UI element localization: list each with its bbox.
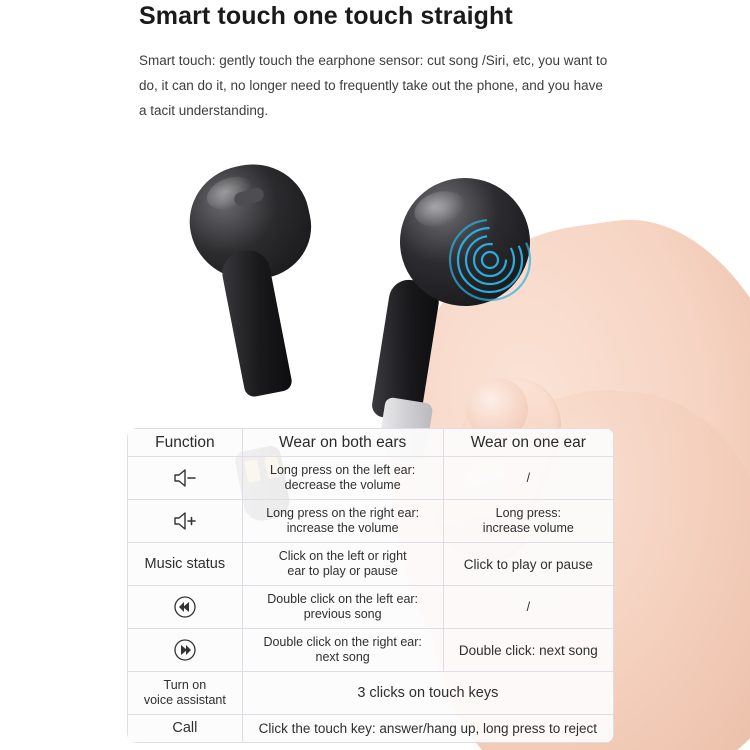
label-music-status: Music status: [128, 543, 243, 586]
cell-one-4: /: [443, 586, 613, 629]
label-voice-assistant: Turn on voice assistant: [128, 672, 243, 715]
next-track-icon: [128, 629, 243, 672]
cell-both-1: Long press on the left ear: decrease the volume: [242, 457, 443, 500]
cell-both-5: Double click on the right ear: next song: [242, 629, 443, 672]
table-row: [128, 672, 614, 715]
table-row: [128, 500, 614, 543]
volume-up-icon: [128, 500, 243, 543]
table-row: [128, 457, 614, 500]
cell-one-5: Double click: next song: [443, 629, 613, 672]
table-row: [128, 629, 614, 672]
cell-one-2: Long press: increase volume: [443, 500, 613, 543]
cell-both-4: Double click on the left ear: previous song: [242, 586, 443, 629]
cell-both-3: Click on the left or right ear to play or pause: [242, 543, 443, 586]
cell-one-3: Click to play or pause: [443, 543, 613, 586]
cell-both-2: Long press on the right ear: increase the volume: [242, 500, 443, 543]
header-one-ear: Wear on one ear: [443, 429, 613, 457]
header-function: Function: [128, 429, 243, 457]
page-description: Smart touch: gently touch the earphone sensor: cut song /Siri, etc, you want to do, it can do it, no longer need to frequently take out the phone, and you have a tacit understanding.: [139, 53, 608, 118]
label-call: Call: [128, 715, 243, 743]
cell-one-1: /: [443, 457, 613, 500]
fingerprint-touch-ring-icon: [440, 210, 540, 310]
table-row: [128, 715, 614, 743]
table-row: [128, 543, 614, 586]
table-row: [128, 586, 614, 629]
function-table: [127, 428, 614, 743]
page-title: Smart touch one touch straight: [139, 2, 513, 30]
volume-down-icon: [128, 457, 243, 500]
table-header-row: [128, 429, 614, 457]
previous-track-icon: [128, 586, 243, 629]
cell-span-call: Click the touch key: answer/hang up, long press to reject: [242, 715, 613, 743]
cell-span-voice: 3 clicks on touch keys: [242, 672, 613, 715]
header-both-ears: Wear on both ears: [242, 429, 443, 457]
